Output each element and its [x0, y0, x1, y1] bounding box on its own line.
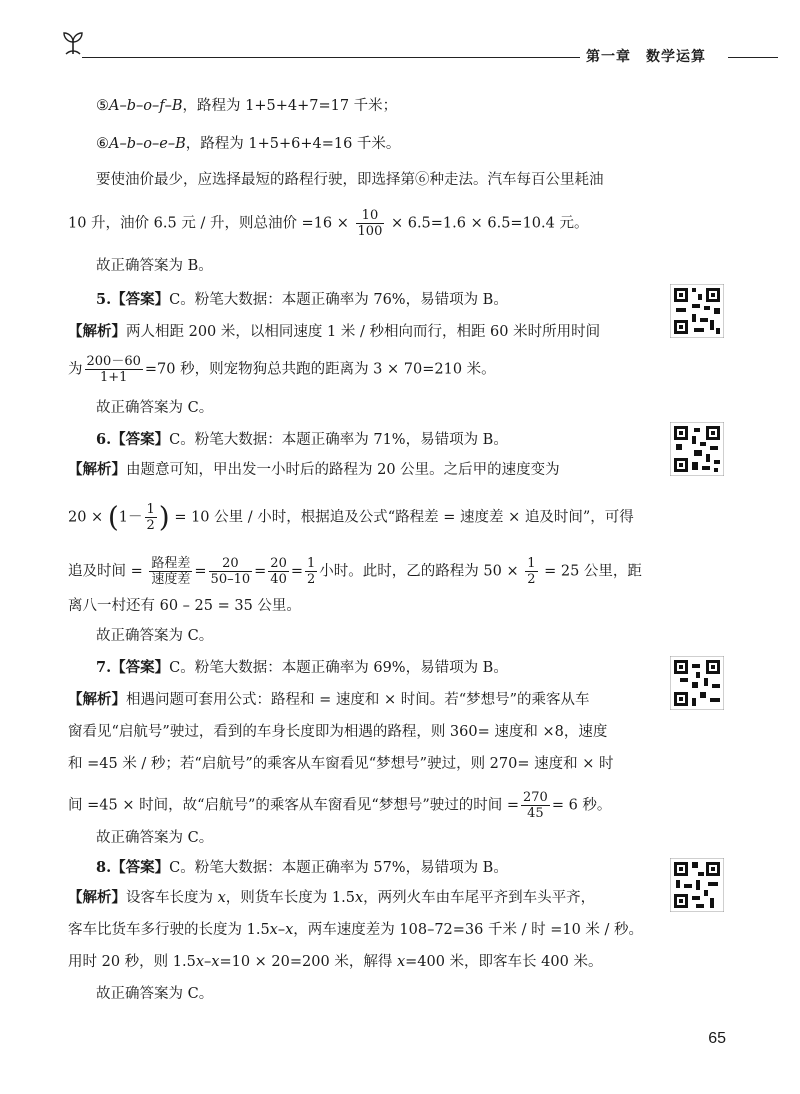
left-paren: (: [107, 500, 119, 534]
answer-5: 故正确答案为 C。: [96, 400, 214, 416]
answer-7: 故正确答案为 C。: [96, 830, 214, 846]
q8-text-c2: –: [204, 954, 212, 970]
q5-explanation-b: [68, 354, 496, 385]
fraction-denominator: 速度差: [151, 572, 191, 587]
q7-answer-text: C。粉笔大数据：本题正确率为 69%，易错项为 B。: [169, 660, 508, 676]
q8-answer-tag: 8.【答案】: [96, 859, 170, 876]
q8-explanation-b: [68, 920, 643, 940]
q7-explanation-tag: 【解析】: [68, 691, 126, 708]
route-5-text: ，路程为 1+5+4+7=17 千米；: [182, 98, 398, 114]
qr-code-icon: [670, 284, 724, 338]
route-6-number: ⑥: [96, 136, 109, 152]
q6-explanation-b-prefix: 20 ×: [68, 509, 104, 526]
q8-text-c4: =400 米，即客车长 400 米。: [405, 954, 603, 970]
route-6-text: ，路程为 1+5+6+4=16 千米。: [185, 136, 401, 152]
q7-explanation-text: 相遇问题可套用公式：路程和 = 速度和 × 时间。若“梦想号”的乘客从车: [126, 692, 590, 708]
fraction-denominator: 2: [307, 572, 316, 587]
q6-explanation-a: [68, 460, 560, 480]
q7-explanation-d-suffix: = 6 秒。: [551, 797, 612, 814]
sprout-icon: [60, 30, 86, 56]
fraction-denominator: 40: [270, 572, 287, 587]
fuel-fraction: [356, 208, 385, 239]
q7-answer-line: [96, 658, 508, 678]
route-5-line: [96, 96, 397, 116]
q5-explanation-b-prefix: 为: [68, 361, 83, 378]
chapter-title: 第一章 数学运算: [586, 49, 706, 65]
route-5-path: A–b–o–f–B: [109, 98, 183, 114]
fraction-denominator: 45: [527, 806, 544, 821]
q6-explanation-text: 由题意可知，甲出发一小时后的路程为 20 公里。之后甲的速度变为: [126, 462, 560, 478]
fraction-denominator: 2: [146, 518, 155, 533]
q8-text-b2: –: [277, 922, 286, 938]
fraction-numerator: 20: [209, 556, 253, 572]
answer-4: 故正确答案为 B。: [96, 258, 213, 274]
q6-explanation-d: 离八一村还有 60 – 25 = 35 公里。: [68, 598, 301, 614]
header-rule-right: [728, 57, 778, 58]
fraction-numerator: 1: [146, 502, 155, 517]
q8-text-a2: ，则货车长度为 1.5: [225, 890, 355, 906]
q8-text-b1: 客车比货车多行驶的长度为 1.5: [68, 922, 270, 938]
q7-explanation-a: [68, 690, 590, 710]
q6-fraction-2: [209, 556, 253, 587]
fuel-line-a: 要使油价最少，应选择最短的路程行驶，即选择第⑥种走法。汽车每百公里耗油: [96, 172, 604, 188]
q6-explanation-b: [68, 502, 634, 533]
q6-fraction-4: [305, 556, 317, 587]
q6-fraction-1: [149, 556, 192, 587]
q6-explanation-c-suffix: = 25 公里，距: [544, 563, 642, 580]
q5-explanation-b-suffix: =70 秒，则宠物狗总共跑的距离为 3 × 70=210 米。: [144, 361, 496, 378]
q8-explanation-tag: 【解析】: [68, 889, 126, 906]
q6-explanation-tag: 【解析】: [68, 461, 126, 478]
variable-x: x: [354, 890, 364, 906]
q7-explanation-b: 窗看见“启航号”驶过，看到的车身长度即为相遇的路程，则 360= 速度和 ×8，速度: [68, 724, 608, 740]
q5-explanation-tag: 【解析】: [68, 323, 126, 340]
q8-explanation-a: [68, 888, 595, 908]
fraction-numerator: 路程差: [151, 556, 191, 571]
q6-answer-text: C。粉笔大数据：本题正确率为 71%，易错项为 B。: [169, 432, 508, 448]
route-5-number: ⑤: [96, 98, 109, 114]
q6-fraction-half: [145, 502, 157, 533]
variable-x: x: [195, 954, 205, 970]
q5-fraction: [85, 354, 143, 385]
variable-x: x: [396, 954, 406, 970]
q6-fraction-3: [268, 556, 289, 587]
route-6-path: A–b–o–e–B: [109, 136, 186, 152]
qr-code-icon: [670, 858, 724, 912]
fraction-denominator: 1+1: [99, 370, 128, 385]
fraction-denominator: 2: [527, 572, 536, 587]
q6-explanation-b-suffix: = 10 公里 / 小时，根据追及公式“路程差 = 速度差 × 追及时间”，可得: [174, 509, 634, 526]
q6-answer-tag: 6.【答案】: [96, 431, 170, 448]
fraction-numerator: 200－60: [86, 354, 141, 369]
q6-explanation-c-middle: 小时。此时，乙的路程为 50 ×: [319, 563, 519, 580]
variable-x: x: [269, 922, 278, 938]
right-paren: ): [158, 500, 170, 534]
qr-code-icon: [670, 656, 724, 710]
q8-text-b3: ，两车速度差为 108–72=36 千米 / 时 =10 米 / 秒。: [293, 922, 644, 938]
q5-answer-tag: 5.【答案】: [96, 291, 170, 308]
fuel-line-b-prefix: 10 升，油价 6.5 元 / 升，则总油价 =16 ×: [68, 215, 349, 232]
fraction-denominator: 100: [357, 224, 383, 239]
q8-explanation-c: [68, 952, 602, 972]
variable-x: x: [211, 954, 220, 970]
fraction-numerator: 10: [356, 208, 385, 224]
fraction-numerator: 270: [523, 790, 548, 805]
q7-explanation-c: 和 =45 米 / 秒；若“启航号”的乘客从车窗看见“梦想号”驶过，则 270= 速度和 × 时: [68, 756, 614, 772]
q8-text-c1: 用时 20 秒，则 1.5: [68, 954, 196, 970]
q7-fraction: [521, 790, 550, 821]
q5-explanation-text: 两人相距 200 米，以相同速度 1 米 / 秒相向而行，相距 60 米时所用时间: [126, 324, 601, 340]
variable-x: x: [217, 890, 226, 906]
fuel-line-b: [68, 208, 588, 239]
q5-answer-line: [96, 290, 508, 310]
q6-paren-inner: 1－: [118, 509, 143, 526]
fraction-numerator: 20: [270, 556, 287, 571]
answer-6: 故正确答案为 C。: [96, 628, 214, 644]
q8-text-a3: ，两列火车由车尾平齐到车头平齐，: [363, 890, 596, 906]
q7-answer-tag: 7.【答案】: [96, 659, 170, 676]
q6-fraction-5: [525, 556, 537, 587]
variable-x: x: [285, 922, 294, 938]
page-number: 65: [708, 1030, 726, 1047]
fraction-numerator: 1: [527, 556, 536, 571]
answer-8: 故正确答案为 C。: [96, 986, 214, 1002]
fraction-denominator: 50–10: [210, 572, 251, 587]
qr-code-icon: [670, 422, 724, 476]
q6-explanation-c: 追及时间 = $\frac{\text{路程差}}{\text{速度差}}$ = $\frac{20}{50-10}$ = $\frac{20}{40}$ = $\frac{1}{2}$ 小时。此时，乙的路程为 50 × $\frac{1}{2}$ = 25 公里，距: [68, 556, 642, 587]
q8-answer-line: [96, 858, 508, 878]
q8-answer-text: C。粉笔大数据：本题正确率为 57%，易错项为 B。: [169, 860, 508, 876]
fraction-numerator: 1: [307, 556, 316, 571]
q5-answer-text: C。粉笔大数据：本题正确率为 76%，易错项为 B。: [169, 292, 508, 308]
q7-explanation-d-prefix: 间 =45 × 时间，故“启航号”的乘客从车窗看见“梦想号”驶过的时间 =: [68, 797, 519, 814]
q5-explanation-a: [68, 322, 600, 342]
fuel-line-b-suffix: × 6.5=1.6 × 6.5=10.4 元。: [390, 215, 589, 232]
header-rule: [82, 57, 580, 58]
q8-text-a1: 设客车长度为: [126, 890, 218, 906]
route-6-line: [96, 134, 400, 154]
q6-answer-line: [96, 430, 508, 450]
q6-explanation-c-prefix: 追及时间 =: [68, 563, 143, 580]
q8-text-c3: =10 × 20=200 米，解得: [219, 954, 397, 970]
q7-explanation-d: [68, 790, 611, 821]
